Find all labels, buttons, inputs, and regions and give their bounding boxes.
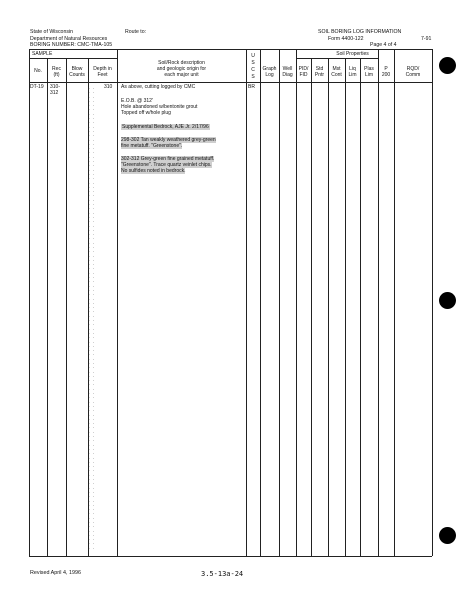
end-of-boring: E.O.B. @ 312'	[121, 98, 153, 104]
depth-tick: - -	[88, 94, 95, 99]
depth-tick: - -	[88, 489, 95, 494]
depth-tick: - -	[88, 305, 95, 310]
depth-tick: - -	[88, 464, 95, 469]
col-header-mst-cont: Mst Cont	[331, 66, 342, 78]
col-line-mst	[345, 58, 346, 556]
agency-state: State of Wisconsin	[30, 29, 73, 35]
depth-tick: - -	[88, 206, 95, 211]
depth-tick: - -	[88, 365, 95, 370]
col-line-right	[432, 49, 433, 556]
depth-tick: - -	[88, 446, 95, 451]
col-line-liq	[360, 58, 361, 556]
depth-tick: - -	[88, 519, 95, 524]
depth-tick: - -	[88, 541, 95, 546]
soil-properties-group-header: Soil Properties	[336, 51, 369, 57]
col-header-no: No.	[34, 68, 42, 74]
depth-tick: - -	[88, 236, 95, 241]
col-header-graph-log: Graph Log	[262, 66, 277, 78]
col-header-uscs: U S C S	[251, 53, 255, 80]
depth-tick: - -	[88, 283, 95, 288]
col-header-well-diag: Well Diag	[282, 66, 293, 78]
depth-tick: - -	[88, 468, 95, 473]
depth-tick: - -	[88, 528, 95, 533]
col-header-blow: Blow Counts	[69, 66, 85, 78]
col-line-well	[296, 49, 297, 556]
depth-tick: - -	[88, 494, 95, 499]
col-line-desc	[246, 49, 247, 556]
depth-tick: - -	[88, 378, 95, 383]
depth-tick: - -	[88, 524, 95, 529]
form-number: Form 4400-122	[328, 36, 364, 42]
depth-tick: - -	[88, 287, 95, 292]
table-bottom-border	[29, 556, 432, 557]
depth-tick: - -	[88, 189, 95, 194]
col-header-std-pntr: Std Pntr	[314, 66, 325, 78]
header-bottom-rule	[29, 82, 432, 83]
depth-tick: - -	[88, 391, 95, 396]
col-header-liq-lim: Liq Lim	[348, 66, 357, 78]
depth-tick: - -	[88, 227, 95, 232]
depth-tick: - -	[88, 459, 95, 464]
depth-tick: - -	[88, 270, 95, 275]
department: Department of Natural Resources	[30, 36, 108, 42]
depth-tick: - -	[88, 545, 95, 550]
col-line-uscs	[260, 49, 261, 556]
sample-group-header: SAMPLE	[32, 51, 53, 57]
depth-tick: - -	[88, 116, 95, 121]
sample-group-rule	[29, 58, 117, 59]
depth-tick: - -	[88, 515, 95, 520]
depth-tick: - -	[88, 141, 95, 146]
depth-tick: - -	[88, 309, 95, 314]
depth-tick: - -	[88, 339, 95, 344]
depth-tick: - -	[88, 128, 95, 133]
depth-tick: - -	[88, 249, 95, 254]
page-code: 3.5-13a-24	[201, 570, 244, 578]
punch-hole-bottom	[439, 527, 456, 544]
depth-tick: - -	[88, 416, 95, 421]
depth-tick: - -	[88, 107, 95, 112]
col-line-pid	[311, 58, 312, 556]
route-label: Route to:	[125, 29, 147, 35]
depth-tick: - -	[88, 111, 95, 116]
depth-tick: - -	[88, 167, 95, 172]
depth-tick: - -	[88, 507, 95, 512]
depth-tick: - -	[88, 137, 95, 142]
soil-props-group-rule	[296, 58, 378, 59]
form-title: SOIL BORING LOG INFORMATION	[318, 29, 402, 35]
depth-tick: - -	[88, 223, 95, 228]
depth-tick: - -	[88, 412, 95, 417]
depth-tick: - -	[88, 322, 95, 327]
punch-hole-middle	[439, 292, 456, 309]
depth-tick: - -	[88, 146, 95, 151]
depth-tick: - -	[88, 124, 95, 129]
depth-tick: - -	[88, 382, 95, 387]
col-header-plas-lim: Plas Lim	[364, 66, 374, 78]
depth-tick: - -	[88, 90, 95, 95]
depth-tick: - -	[88, 202, 95, 207]
depth-tick: - -	[88, 275, 95, 280]
depth-tick: - -	[88, 399, 95, 404]
depth-tick: - -	[88, 361, 95, 365]
depth-tick: - -	[88, 240, 95, 245]
depth-tick: - -	[88, 86, 95, 90]
depth-tick: - -	[88, 532, 95, 537]
depth-tick: - -	[88, 103, 95, 108]
depth-tick: - -	[88, 442, 95, 447]
depth-tick: - -	[88, 150, 95, 155]
col-header-description: Soil/Rock description and geologic origin for each major unit	[156, 60, 207, 78]
depth-tick: - -	[88, 386, 95, 391]
col-line-rec	[66, 58, 67, 556]
depth-tick: - -	[88, 356, 95, 361]
col-header-rec: Rec (ft)	[52, 66, 61, 78]
table-top-border	[29, 49, 432, 50]
description-line-1: As above, cutting logged by CMC	[121, 84, 196, 90]
depth-tick: - -	[88, 257, 95, 262]
col-line-left	[29, 49, 30, 556]
depth-tick: - -	[88, 244, 95, 249]
depth-tick: - -	[88, 210, 95, 215]
depth-tick: - -	[88, 425, 95, 430]
depth-tick: - -	[88, 408, 95, 413]
depth-tick: - -	[88, 434, 95, 439]
depth-value: 310	[104, 84, 113, 90]
depth-tick: - -	[88, 403, 95, 408]
revised-date: Revised April 4, 1996	[30, 570, 81, 576]
col-line-graph	[279, 49, 280, 556]
depth-tick: - -	[88, 253, 95, 258]
depth-tick: - -	[88, 214, 95, 219]
depth-tick: - -	[88, 296, 95, 301]
depth-tick: - -	[88, 133, 95, 138]
depth-tick: - -	[88, 232, 95, 237]
depth-tick: - -	[88, 498, 95, 503]
depth-tick: - -	[88, 176, 95, 181]
depth-tick: - -	[88, 455, 95, 460]
uscs-code: BR	[248, 84, 255, 90]
depth-tick: - -	[88, 477, 95, 482]
depth-tick: - -	[88, 343, 95, 348]
depth-tick: - -	[88, 163, 95, 168]
unit-2-description: 302-312 Grey-green fine grained metatuff. "Greenstone". Trace quartz veinlet chips. No sulfides noted in bedrock.	[121, 156, 215, 174]
recovery-range: 310- 312	[50, 84, 61, 96]
depth-tick: - -	[88, 279, 95, 284]
depth-tick: - -	[88, 451, 95, 456]
depth-tick: - -	[88, 266, 95, 271]
depth-tick: - -	[88, 335, 95, 340]
revision-code: 7-91	[421, 36, 432, 42]
depth-tick: - -	[88, 330, 95, 335]
supplemental-note: Supplemental Bedrock, AJE Jr. 2/17/96	[122, 124, 209, 130]
col-line-plas	[378, 49, 379, 556]
col-line-p200	[394, 49, 395, 556]
unit-1-description: 298-302 Tan weakly weathered grey-green fine metatuff. "Greenstone".	[121, 137, 216, 149]
depth-tick: - -	[88, 171, 95, 176]
depth-tick: - -	[88, 511, 95, 516]
col-header-p200: P 200	[381, 66, 391, 78]
abandonment-line-2: Topped off w/hole plug	[121, 110, 171, 116]
depth-tick: - -	[88, 197, 95, 202]
abandonment-line-1: Hole abandoned w/bentonite grout	[121, 104, 198, 110]
col-line-depth	[117, 49, 118, 556]
depth-tick: - -	[88, 369, 95, 374]
col-header-pid-fid: PID/ FID	[298, 66, 309, 78]
col-header-depth: Depth in Feet	[93, 66, 112, 78]
depth-tick: - -	[88, 485, 95, 490]
depth-tick: - -	[88, 502, 95, 507]
depth-tick: - -	[88, 159, 95, 164]
col-header-rqd-comm: RQD/ Comm	[405, 66, 421, 78]
depth-tick: - -	[88, 292, 95, 297]
boring-number: BORING NUMBER: CMC-TMA-105	[30, 42, 113, 48]
depth-tick: - -	[88, 373, 95, 378]
depth-tick: - -	[88, 219, 95, 224]
depth-tick: - -	[88, 481, 95, 486]
depth-tick: - -	[88, 98, 95, 103]
depth-tick: - -	[88, 348, 95, 353]
col-line-std	[328, 58, 329, 556]
depth-tick: - -	[88, 300, 95, 305]
sample-number: DT-19	[30, 84, 44, 90]
depth-tick: - -	[88, 421, 95, 426]
depth-tick-column	[88, 86, 96, 550]
depth-tick: - -	[88, 193, 95, 198]
depth-tick: - -	[88, 429, 95, 434]
depth-tick: - -	[88, 262, 95, 267]
depth-tick: - -	[88, 120, 95, 125]
depth-tick: - -	[88, 326, 95, 331]
depth-tick: - -	[88, 352, 95, 357]
depth-tick: - -	[88, 318, 95, 323]
depth-tick: - -	[88, 472, 95, 477]
punch-hole-top	[439, 57, 456, 74]
depth-tick: - -	[88, 313, 95, 318]
depth-tick: - -	[88, 438, 95, 443]
depth-tick: - -	[88, 154, 95, 159]
page-number: Page 4 of 4	[370, 42, 397, 48]
depth-tick: - -	[88, 184, 95, 189]
depth-tick: - -	[88, 395, 95, 400]
depth-tick: - -	[88, 180, 95, 185]
depth-tick: - -	[88, 537, 95, 542]
col-line-no	[47, 58, 48, 556]
